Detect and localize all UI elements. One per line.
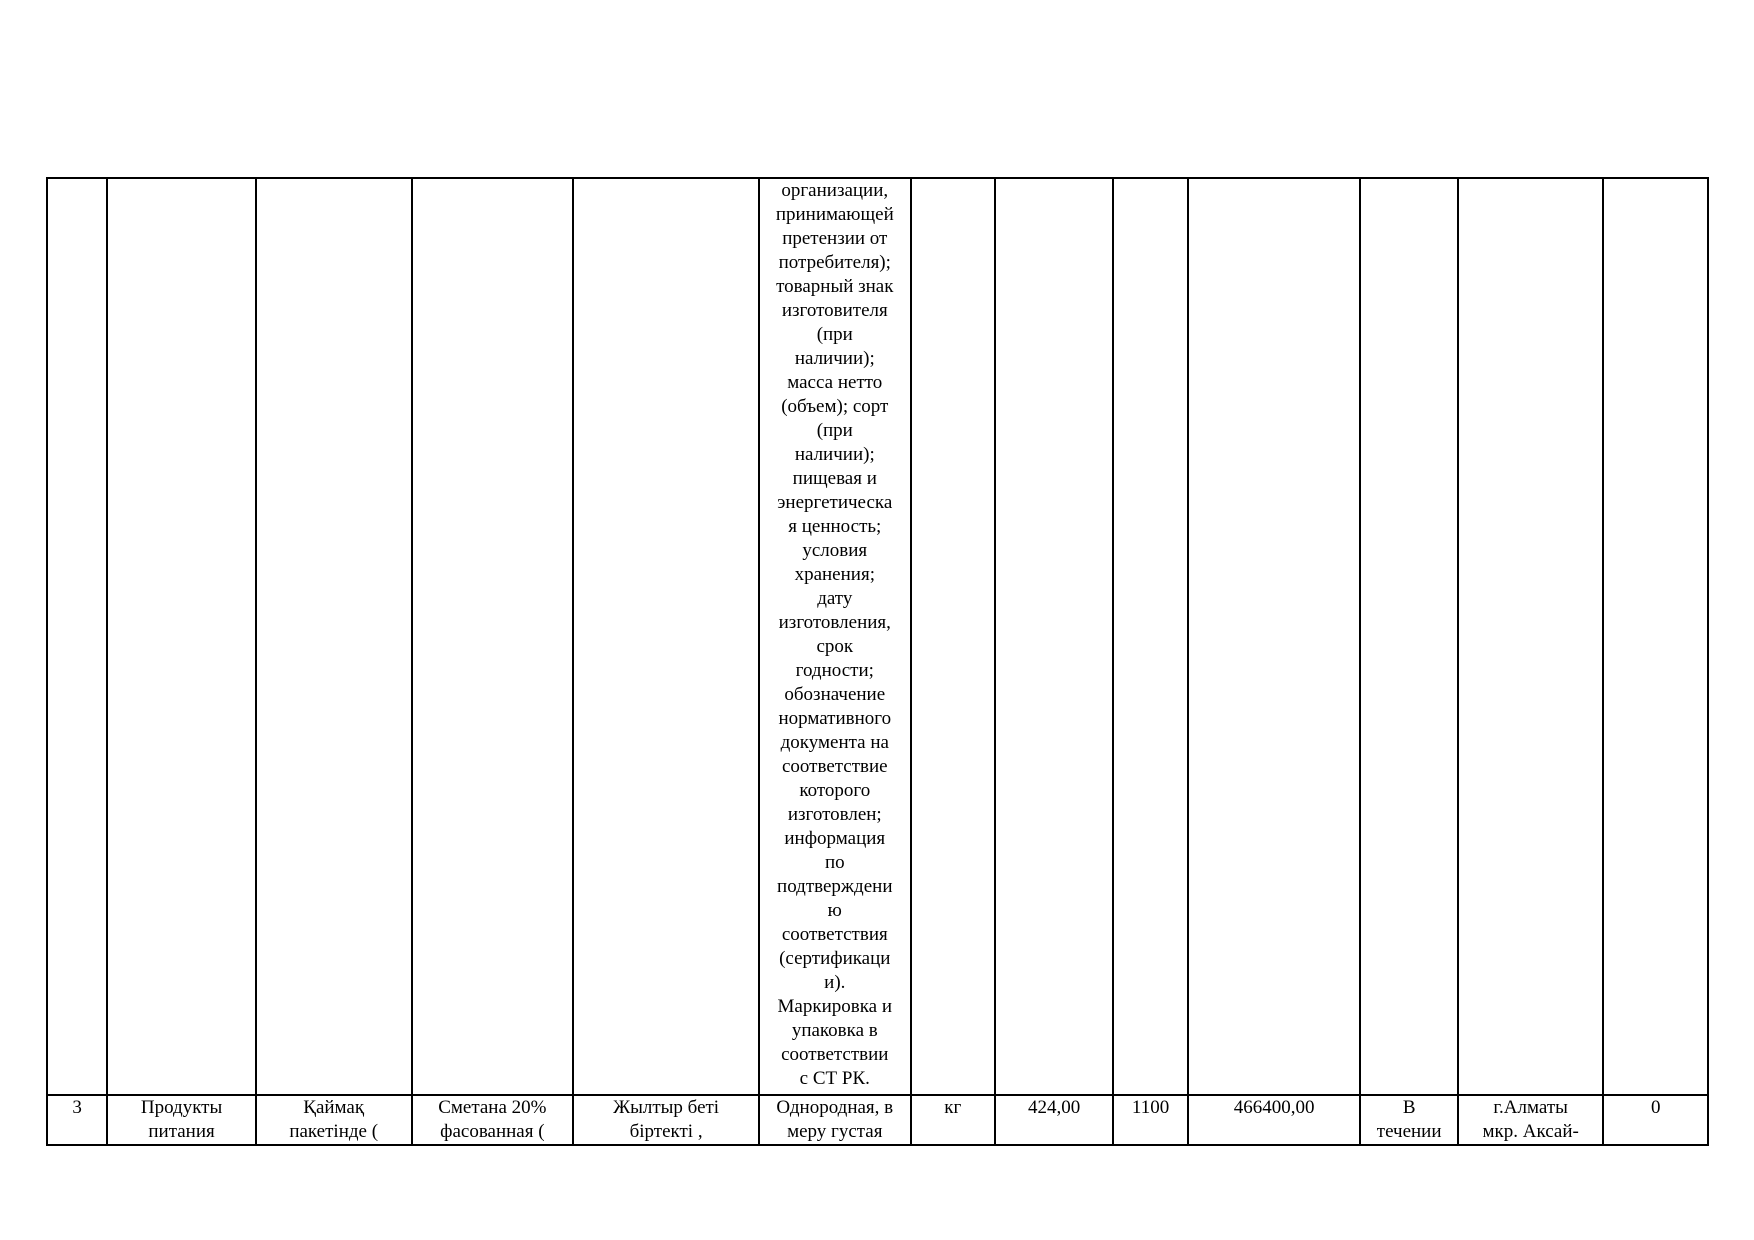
cell-name-kz-empty [256, 178, 412, 1095]
marking-line: наличии); [794, 348, 875, 369]
marking-line: (при [816, 324, 853, 345]
cell-description-ru: Однородная, в меру густая [759, 1095, 911, 1145]
cell-name-ru-empty [412, 178, 574, 1095]
marking-line: Маркировка и [777, 996, 893, 1017]
cell-delivery-place: г.Алматы мкр. Аксай- [1458, 1095, 1604, 1145]
marking-line: условия [802, 540, 868, 561]
marking-line: соответствии [781, 1044, 889, 1065]
marking-line: (сертификаци [779, 948, 891, 969]
cell-total-empty [1188, 178, 1361, 1095]
cell-quantity: 1100 [1113, 1095, 1187, 1145]
procurement-table [46, 177, 1709, 1146]
marking-line: соответствия [781, 924, 888, 945]
cell-price: 424,00 [995, 1095, 1113, 1145]
marking-line: упаковка в [791, 1020, 878, 1041]
marking-line: хранения; [794, 564, 875, 585]
cell-delivery-place-empty [1458, 178, 1604, 1095]
table-row [47, 1095, 1708, 1145]
marking-line: энергетическа [777, 492, 893, 513]
cell-unit-empty [911, 178, 995, 1095]
marking-line: потребителя); [778, 252, 891, 273]
marking-line: пищевая и [792, 468, 877, 489]
marking-line: принимающей [775, 204, 894, 225]
cell-name-kz: Қаймақ пакетінде ( [256, 1095, 412, 1145]
marking-line: (при [816, 420, 853, 441]
marking-line: соответствие [781, 756, 888, 777]
marking-line: по [824, 852, 845, 873]
cell-category: Продукты питания [107, 1095, 256, 1145]
marking-line: организации, [781, 180, 889, 201]
marking-line: изготовления, [778, 612, 891, 633]
cell-name-ru: Сметана 20% фасованная ( [412, 1095, 574, 1145]
cell-marking-text [759, 178, 911, 1095]
cell-description-kz-empty [573, 178, 759, 1095]
marking-line: срок [816, 636, 854, 657]
cell-category-empty [107, 178, 256, 1095]
cell-unit: кг [911, 1095, 995, 1145]
marking-line: подтверждени [777, 876, 893, 897]
marking-line: изготовлен; [787, 804, 882, 825]
cell-quantity-empty [1113, 178, 1187, 1095]
cell-number-empty [47, 178, 107, 1095]
marking-line: обозначение [784, 684, 886, 705]
marking-line: изготовителя [781, 300, 888, 321]
marking-line: претензии от [782, 228, 888, 249]
cell-advance-empty [1603, 178, 1708, 1095]
cell-delivery-term-empty [1360, 178, 1457, 1095]
marking-line: товарный знак [776, 276, 894, 297]
marking-line: с СТ РК. [799, 1068, 870, 1089]
marking-line: информация [784, 828, 886, 849]
marking-line: документа на [780, 732, 889, 753]
cell-description-kz: Жылтыр беті біртекті , [573, 1095, 759, 1145]
marking-line: (объем); сорт [781, 396, 889, 417]
marking-line: дату [817, 588, 853, 609]
cell-total: 466400,00 [1188, 1095, 1361, 1145]
marking-line: ю [827, 900, 842, 921]
cell-price-empty [995, 178, 1113, 1095]
table-row-continued [47, 178, 1708, 1095]
marking-line: я ценность; [788, 516, 882, 537]
cell-number: 3 [47, 1095, 107, 1145]
cell-advance: 0 [1603, 1095, 1708, 1145]
marking-line: которого [799, 780, 871, 801]
marking-line: наличии); [794, 444, 875, 465]
cell-delivery-term: В течении [1360, 1095, 1457, 1145]
marking-line: и). [824, 972, 846, 993]
marking-line: масса нетто [787, 372, 883, 393]
marking-line: годности; [795, 660, 874, 681]
marking-line: нормативного [778, 708, 892, 729]
